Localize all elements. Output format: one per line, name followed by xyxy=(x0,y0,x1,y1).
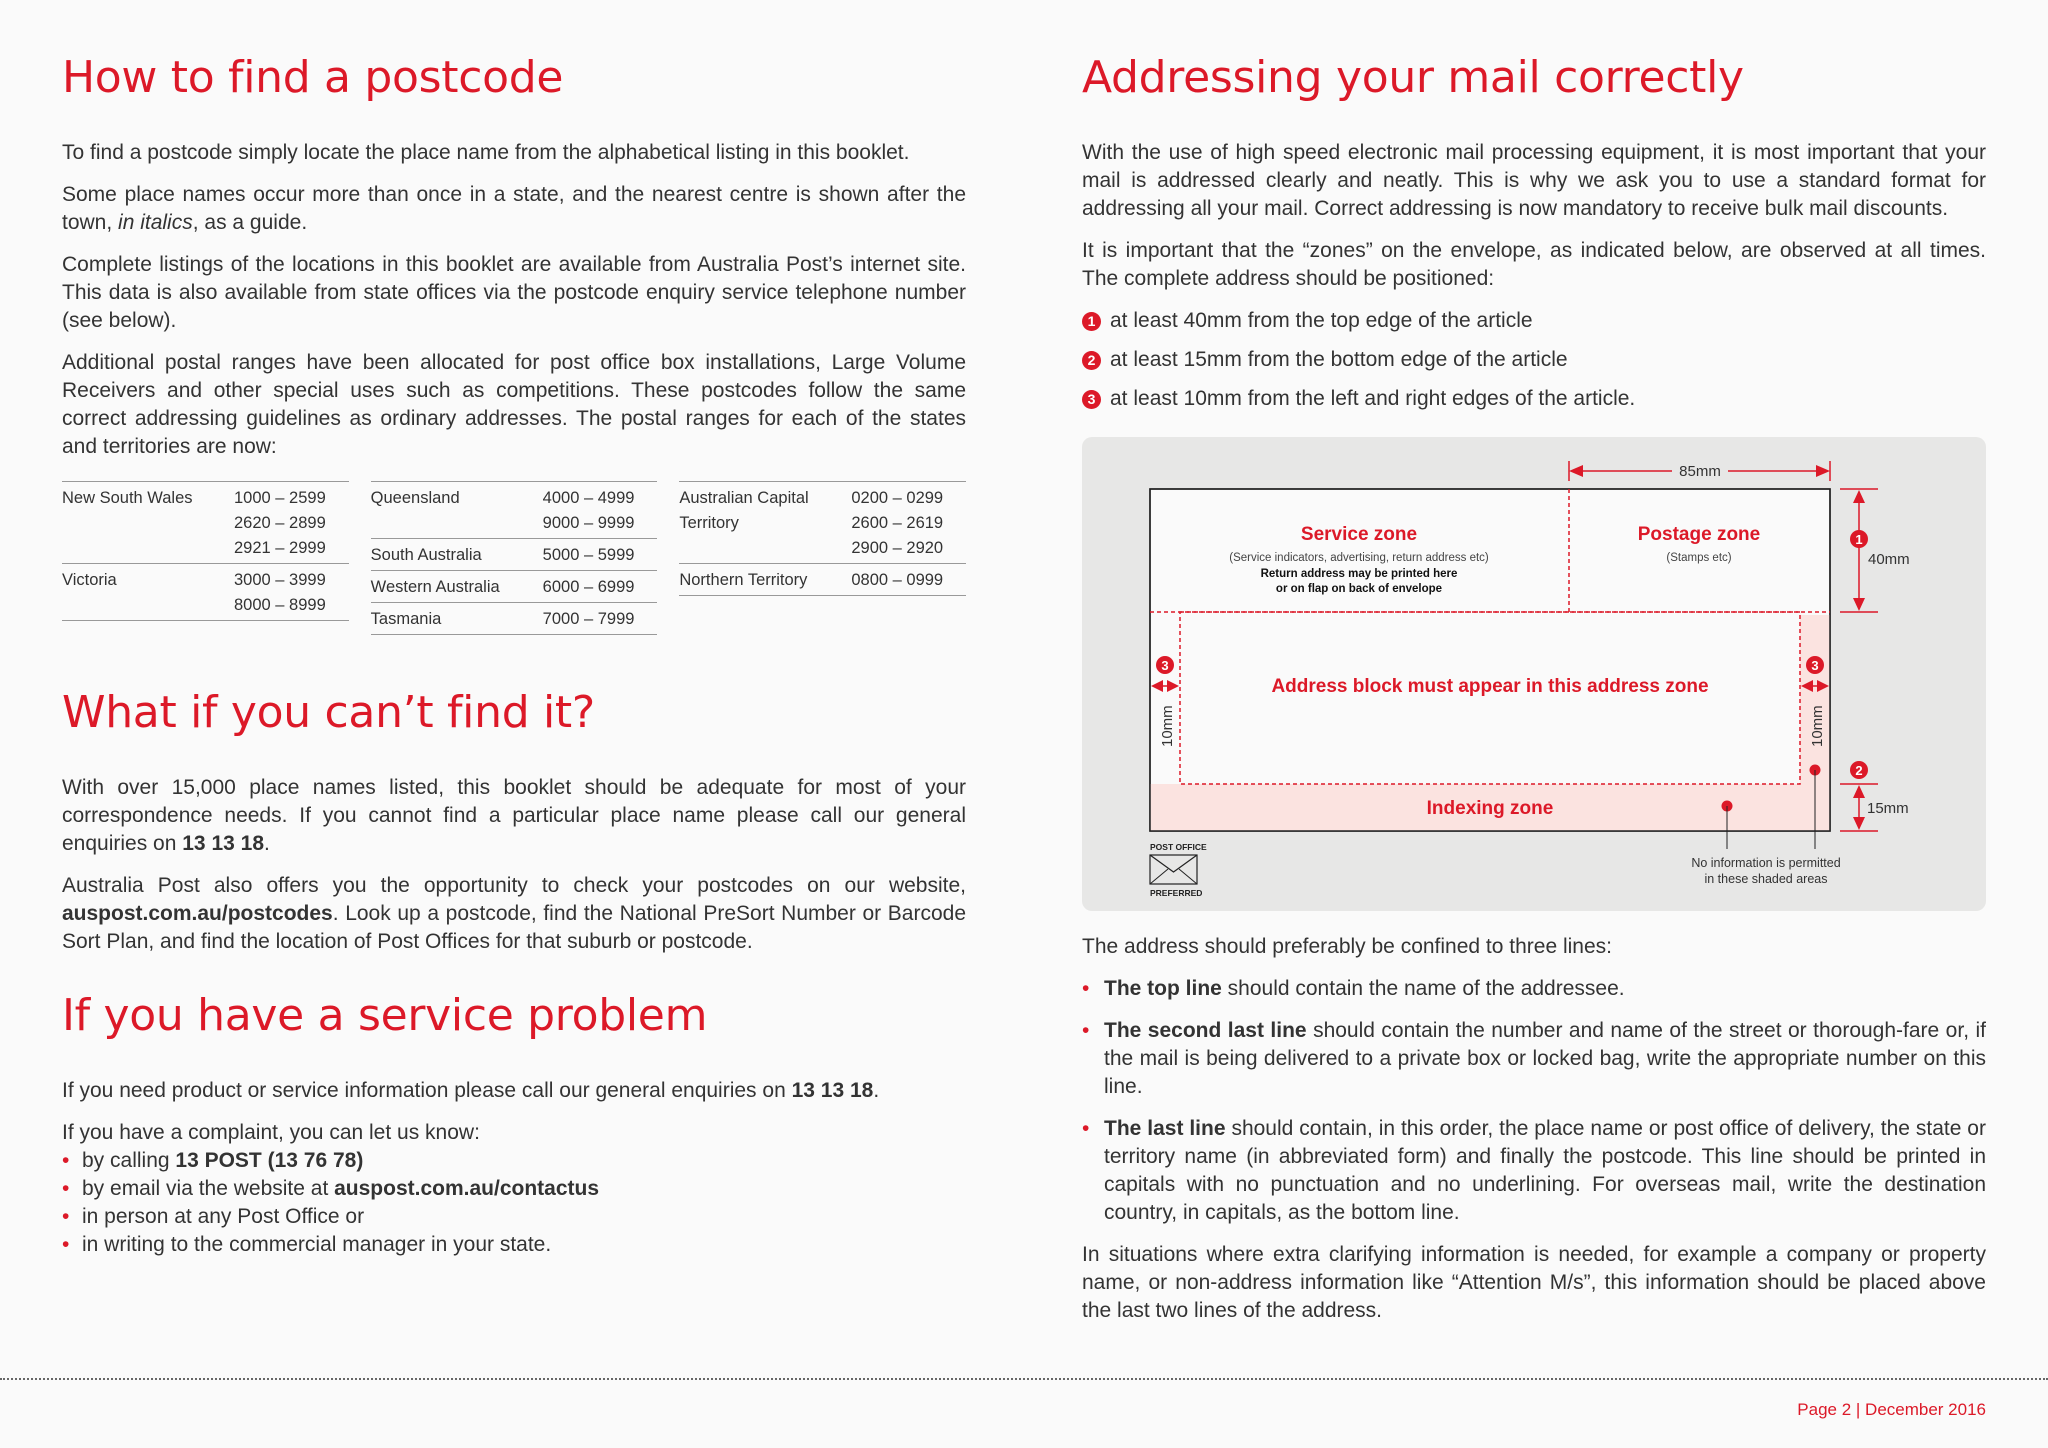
badge-2: 2 xyxy=(1855,763,1863,778)
badge-3-left: 3 xyxy=(1161,658,1169,673)
list-item: • The second last line should contain the number and name of the street or thorough-fare or, if the mail is being delivered to a private box or locked bag, write the appropriate number on this line. xyxy=(1082,1019,1986,1098)
list-item: • by calling 13 POST (13 76 78) xyxy=(62,1149,364,1172)
footer-divider xyxy=(0,1378,2048,1380)
no-info-line1: No information is permitted xyxy=(1691,856,1841,870)
dim-85mm: 85mm xyxy=(1679,463,1721,480)
list-item: 1 at least 40mm from the top edge of the article xyxy=(1082,307,1986,335)
range-row: New South Wales 1000 – 2599 2620 – 2899 2921 – 2999 xyxy=(62,482,349,564)
dim-40mm: 40mm xyxy=(1868,551,1910,568)
paragraph-clarifying: In situations where extra clarifying information is needed, for example a company or property name, or non-address information like “Attention M/s”, this information should be placed above the last two lines of the address. xyxy=(1082,1243,1986,1322)
paragraph-website: Australia Post also offers you the opportunity to check your postcodes on our website, auspost.com.au/postcodes. Look up a postcode, find the National PreSort Number or Barcode Sort Plan, and find the location of Post Offices for that suburb or postcode. xyxy=(62,874,966,953)
return-address-line2: or on flap on back of envelope xyxy=(1275,583,1443,595)
paragraph-processing: With the use of high speed electronic mail processing equipment, it is most important that your mail is addressed clearly and neatly. This is why we ask you to use a standard format for addressing all your mail. Correct addressing is now mandatory to receive bulk mail discounts. xyxy=(1082,141,1986,220)
list-item: • The last line should contain, in this order, the place name or post office of delivery, the state or territory name (in abbreviated form) and finally the postcode. This line should be printed in capitals with no punctuation and no underlining. For overseas mail, write the destination country, in capitals, as the bottom line. xyxy=(1082,1117,1986,1224)
service-zone-label: Service zone xyxy=(1300,524,1418,545)
envelope-zone-diagram xyxy=(1082,437,1986,911)
paragraph-complete-listings: Complete listings of the locations in this booklet are available from Australia Post’s internet site. This data is also available from state offices via the postcode enquiry service telephone number (see below). xyxy=(62,253,966,332)
ranges-table-1 xyxy=(62,481,349,635)
ranges-table-3 xyxy=(679,481,966,635)
return-address-line1: Return address may be printed here xyxy=(1260,568,1458,580)
list-item: 3 at least 10mm from the left and right edges of the article. xyxy=(1082,385,1986,413)
address-zone-label: Address block must appear in this address zone xyxy=(1271,676,1709,697)
list-item: • The top line should contain the name of the addressee. xyxy=(1082,977,1625,1000)
postage-zone-label: Postage zone xyxy=(1637,524,1761,545)
range-row: Tasmania 7000 – 7999 xyxy=(371,603,658,635)
dim-10mm-right: 10mm xyxy=(1809,705,1826,747)
dim-10mm-left: 10mm xyxy=(1159,705,1176,747)
ranges-table-2 xyxy=(371,481,658,635)
right-shaded-area xyxy=(1800,615,1830,784)
paragraph-product-info: If you need product or service information please call our general enquiries on 13 13 18. xyxy=(62,1079,880,1102)
complaint-list xyxy=(62,1147,966,1259)
dim-15mm: 15mm xyxy=(1867,800,1909,817)
paragraph-three-lines: The address should preferably be confined to three lines: xyxy=(1082,935,1612,958)
range-row: Australian Capital Territory 0200 – 0299 2600 – 2619 2900 – 2920 xyxy=(679,482,966,564)
paragraph-complaint: If you have a complaint, you can let us know: xyxy=(62,1121,480,1144)
paragraph-duplicate-names: Some place names occur more than once in a state, and the nearest centre is shown after the town, in italics, as a guide. xyxy=(62,183,966,234)
paragraph-locate: To find a postcode simply locate the place name from the alphabetical listing in this booklet. xyxy=(62,141,910,164)
post-office-preferred-logo xyxy=(1150,842,1207,898)
paragraph-zones: It is important that the “zones” on the envelope, as indicated below, are observed at all times. The complete address should be positioned: xyxy=(1082,239,1986,290)
number-badge: 2 xyxy=(1082,351,1101,370)
paragraph-additional-ranges: Additional postal ranges have been allocated for post office box installations, Large Volume Receivers and other special uses such as competitions. These postcodes follow the same correct addressing guidelines as ordinary addresses. The postal ranges for each of the states and territories are now: xyxy=(62,351,966,458)
paragraph-place-names: With over 15,000 place names listed, this booklet should be adequate for most of your correspondence needs. If you cannot find a particular place name please call our general enquiries on 13 13 18. xyxy=(62,776,966,855)
range-row: Victoria 3000 – 3999 8000 – 8999 xyxy=(62,564,349,621)
postage-zone-sub: (Stamps etc) xyxy=(1666,552,1732,564)
range-row: Western Australia 6000 – 6999 xyxy=(371,571,658,603)
address-lines-list xyxy=(1082,975,1986,1227)
svg-text:PREFERRED: PREFERRED xyxy=(1150,888,1203,898)
right-column xyxy=(1082,52,1986,1339)
zone-list xyxy=(1082,307,1986,413)
page-footer: Page 2 | December 2016 xyxy=(1797,1400,1986,1419)
service-zone-sub: (Service indicators, advertising, return address etc) xyxy=(1229,552,1489,564)
postal-ranges-tables xyxy=(62,481,966,635)
left-column xyxy=(62,52,966,1259)
list-item: 2 at least 15mm from the bottom edge of the article xyxy=(1082,346,1986,374)
postcodes-link[interactable]: auspost.com.au/postcodes xyxy=(62,902,333,925)
range-row: Queensland 4000 – 4999 9000 – 9999 xyxy=(371,482,658,539)
range-row: South Australia 5000 – 5999 xyxy=(371,539,658,571)
svg-text:POST OFFICE: POST OFFICE xyxy=(1150,842,1207,852)
no-info-line2: in these shaded areas xyxy=(1704,872,1828,886)
list-item: • in writing to the commercial manager in your state. xyxy=(62,1233,552,1256)
indexing-zone-label: Indexing zone xyxy=(1426,798,1554,819)
badge-1: 1 xyxy=(1855,532,1863,547)
number-badge: 1 xyxy=(1082,312,1101,331)
list-item: • by email via the website at auspost.com.au/contactus xyxy=(62,1177,600,1200)
number-badge: 3 xyxy=(1082,390,1101,409)
heading-cant-find: What if you can’t find it? xyxy=(62,687,595,738)
heading-addressing: Addressing your mail correctly xyxy=(1082,52,1744,103)
contactus-link[interactable]: auspost.com.au/contactus xyxy=(334,1177,600,1200)
range-row: Northern Territory 0800 – 0999 xyxy=(679,564,966,596)
list-item: • in person at any Post Office or xyxy=(62,1205,365,1228)
heading-service-problem: If you have a service problem xyxy=(62,990,708,1041)
heading-find-postcode: How to find a postcode xyxy=(62,52,564,103)
badge-3-right: 3 xyxy=(1811,658,1819,673)
envelope-diagram-svg xyxy=(1082,437,1986,911)
